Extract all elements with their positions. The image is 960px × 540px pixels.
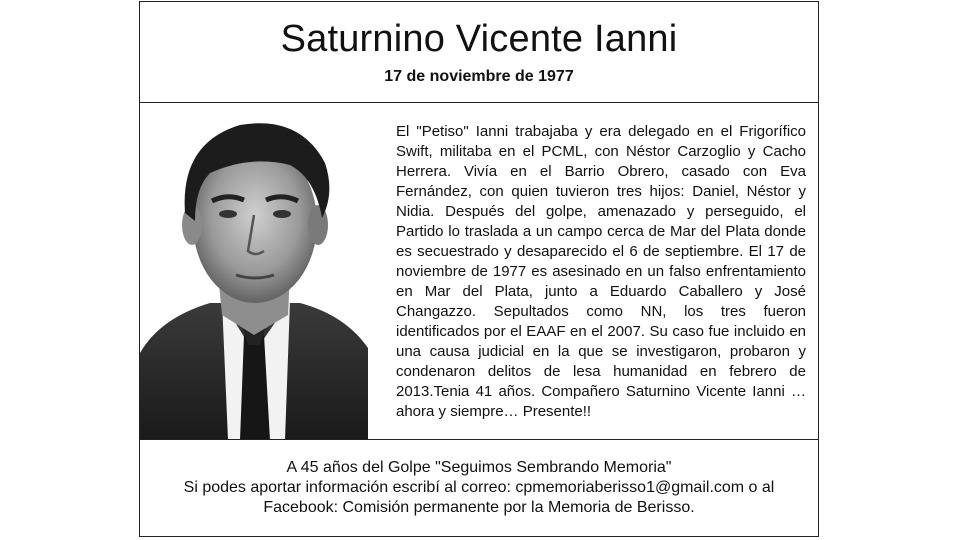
card-header — [140, 2, 818, 103]
portrait-image — [140, 103, 368, 440]
card-footer — [140, 439, 818, 536]
portrait-photo — [140, 103, 368, 440]
footer-contact-facebook: Facebook: Comisión permanente por la Memoria de Berisso. — [263, 499, 695, 516]
memorial-card — [139, 1, 819, 537]
page-title: Saturnino Vicente Ianni — [280, 18, 678, 60]
date-subtitle: 17 de noviembre de 1977 — [384, 68, 574, 85]
footer-slogan: A 45 años del Golpe "Seguimos Sembrando Memoria" — [286, 459, 672, 476]
footer-contact-email: Si podes aportar información escribí al correo: cpmemoriaberisso1@gmail.com o al — [183, 479, 775, 496]
biography-text: El "Petiso" Ianni trabajaba y era delegado en el Frigorífico Swift, militaba en el PCML, con Néstor Carzoglio y Cacho Herrera. Vivía en el Barrio Obrero, casado con Eva Fernández, con quien tuvieron tres hijos: Daniel, Néstor y Nidia. Después del golpe, amenazado y perseguido, el Partido lo traslada a un campo cerca de Mar del Plata donde es secuestrado y desaparecido el 6 de septiembre. El 17 de noviembre de 1977 es asesinado en un falso enfrentamiento en Mar del Plata, junto a Eduardo Caballero y José Changazzo. Sepultados como NN, los tres fueron identificados por el EAAF en el 2007. Su caso fue incluido en una causa judicial en la que se investigaron, probaron y condenaron delitos de lesa humanidad en febrero de 2013.Tenia 41 años. Compañero Saturnino Vicente Ianni … ahora y siempre… Presente!! — [396, 123, 806, 420]
